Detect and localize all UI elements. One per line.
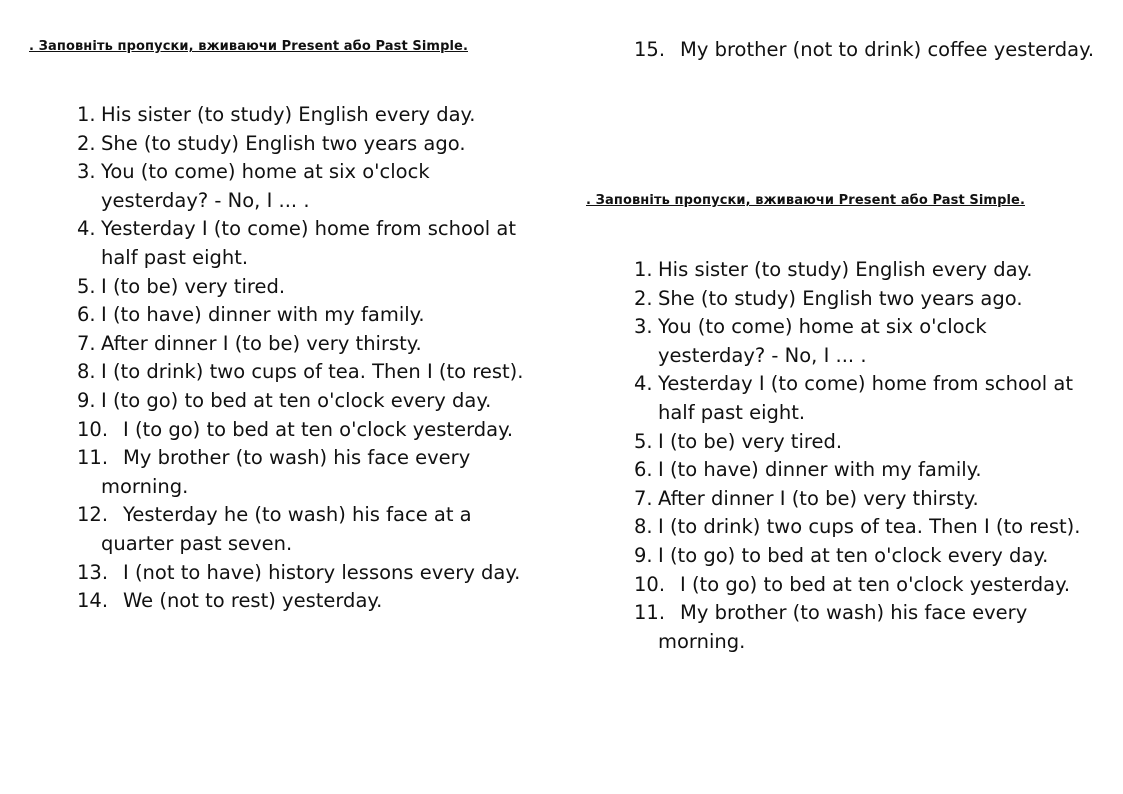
item-number: 7.: [634, 486, 653, 510]
right-heading: . Заповніть пропуски, вживаючи Present або Past Simple.: [586, 193, 1025, 208]
left-exercise-list: [77, 101, 539, 616]
list-item: [634, 256, 1096, 285]
item-text: I (to go) to bed at ten o'clock yesterday.: [680, 572, 1071, 596]
item-number: 10.: [77, 417, 109, 441]
item-number: 3.: [634, 315, 653, 339]
item-number: 14.: [77, 589, 109, 613]
list-item: [634, 542, 1096, 571]
list-item: [77, 130, 539, 159]
item-text: My brother (to wash) his face every morning.: [101, 446, 471, 498]
item-text: After dinner I (to be) very thirsty.: [101, 331, 422, 355]
list-item: [77, 158, 539, 215]
list-item: [634, 571, 1096, 600]
list-item: [634, 285, 1096, 314]
item-number: 11.: [77, 446, 109, 470]
item-text: I (to be) very tired.: [658, 429, 843, 453]
list-item: [634, 313, 1096, 370]
item-number: 5.: [634, 429, 653, 453]
item-number: 2.: [634, 286, 653, 310]
list-item: [77, 387, 539, 416]
item-number: 6.: [77, 303, 96, 327]
item-text: Yesterday I (to come) home from school at half past eight.: [658, 372, 1074, 424]
item-text: My brother (to wash) his face every morning.: [658, 601, 1028, 653]
item-number: 4.: [77, 217, 96, 241]
list-item: [77, 358, 539, 387]
list-item: [77, 416, 539, 445]
item-text: I (to go) to bed at ten o'clock every day.: [101, 388, 492, 412]
item-text: His sister (to study) English every day.: [658, 258, 1033, 281]
item-number: 3.: [77, 160, 96, 184]
item-number: 1.: [77, 103, 96, 126]
item-text: Yesterday I (to come) home from school at half past eight.: [101, 217, 517, 269]
item-number: 4.: [634, 372, 653, 396]
list-item: [634, 599, 1096, 656]
list-item: [77, 330, 539, 359]
item-text: After dinner I (to be) very thirsty.: [658, 486, 979, 510]
item-text: I (to be) very tired.: [101, 274, 286, 298]
item-number: 7.: [77, 331, 96, 355]
list-item: [77, 273, 539, 302]
list-item: [77, 215, 539, 272]
item-number: 15.: [634, 38, 666, 61]
list-item: [634, 513, 1096, 542]
item-number: 1.: [634, 258, 653, 281]
item-number: 10.: [634, 572, 666, 596]
list-item: [77, 587, 539, 616]
item-number: 13.: [77, 560, 109, 584]
item-text: His sister (to study) English every day.: [101, 103, 476, 126]
list-item: [77, 101, 539, 130]
item-number: 8.: [77, 360, 96, 384]
item-number: 2.: [77, 131, 96, 155]
item-text: I (to drink) two cups of tea. Then I (to rest).: [101, 360, 524, 384]
item-text: I (to go) to bed at ten o'clock yesterday.: [123, 417, 514, 441]
list-item: [634, 485, 1096, 514]
list-item: [634, 36, 1096, 65]
left-heading: . Заповніть пропуски, вживаючи Present або Past Simple.: [29, 39, 468, 54]
item-text: You (to come) home at six o'clock yesterday? - No, I ... .: [101, 160, 430, 212]
list-item: [634, 428, 1096, 457]
item-text: I (to drink) two cups of tea. Then I (to rest).: [658, 515, 1081, 539]
item-text: I (to have) dinner with my family.: [101, 303, 425, 327]
right-top-list: [634, 36, 1096, 65]
item-text: Yesterday he (to wash) his face at a quarter past seven.: [101, 503, 472, 555]
item-text: She (to study) English two years ago.: [658, 286, 1023, 310]
item-text: I (to go) to bed at ten o'clock every day.: [658, 543, 1049, 567]
item-number: 6.: [634, 458, 653, 482]
list-item: [77, 559, 539, 588]
item-number: 12.: [77, 503, 109, 527]
item-text: We (not to rest) yesterday.: [123, 589, 383, 613]
item-text: She (to study) English two years ago.: [101, 131, 466, 155]
item-text: I (to have) dinner with my family.: [658, 458, 982, 482]
right-exercise-list: [634, 256, 1096, 656]
item-number: 9.: [634, 543, 653, 567]
list-item: [77, 501, 539, 558]
item-text: My brother (not to drink) coffee yesterday.: [680, 38, 1095, 61]
item-text: You (to come) home at six o'clock yesterday? - No, I ... .: [658, 315, 987, 367]
list-item: [634, 456, 1096, 485]
item-number: 11.: [634, 601, 666, 625]
item-number: 9.: [77, 388, 96, 412]
list-item: [77, 444, 539, 501]
list-item: [77, 301, 539, 330]
item-text: I (not to have) history lessons every day.: [123, 560, 521, 584]
item-number: 8.: [634, 515, 653, 539]
item-number: 5.: [77, 274, 96, 298]
list-item: [634, 370, 1096, 427]
